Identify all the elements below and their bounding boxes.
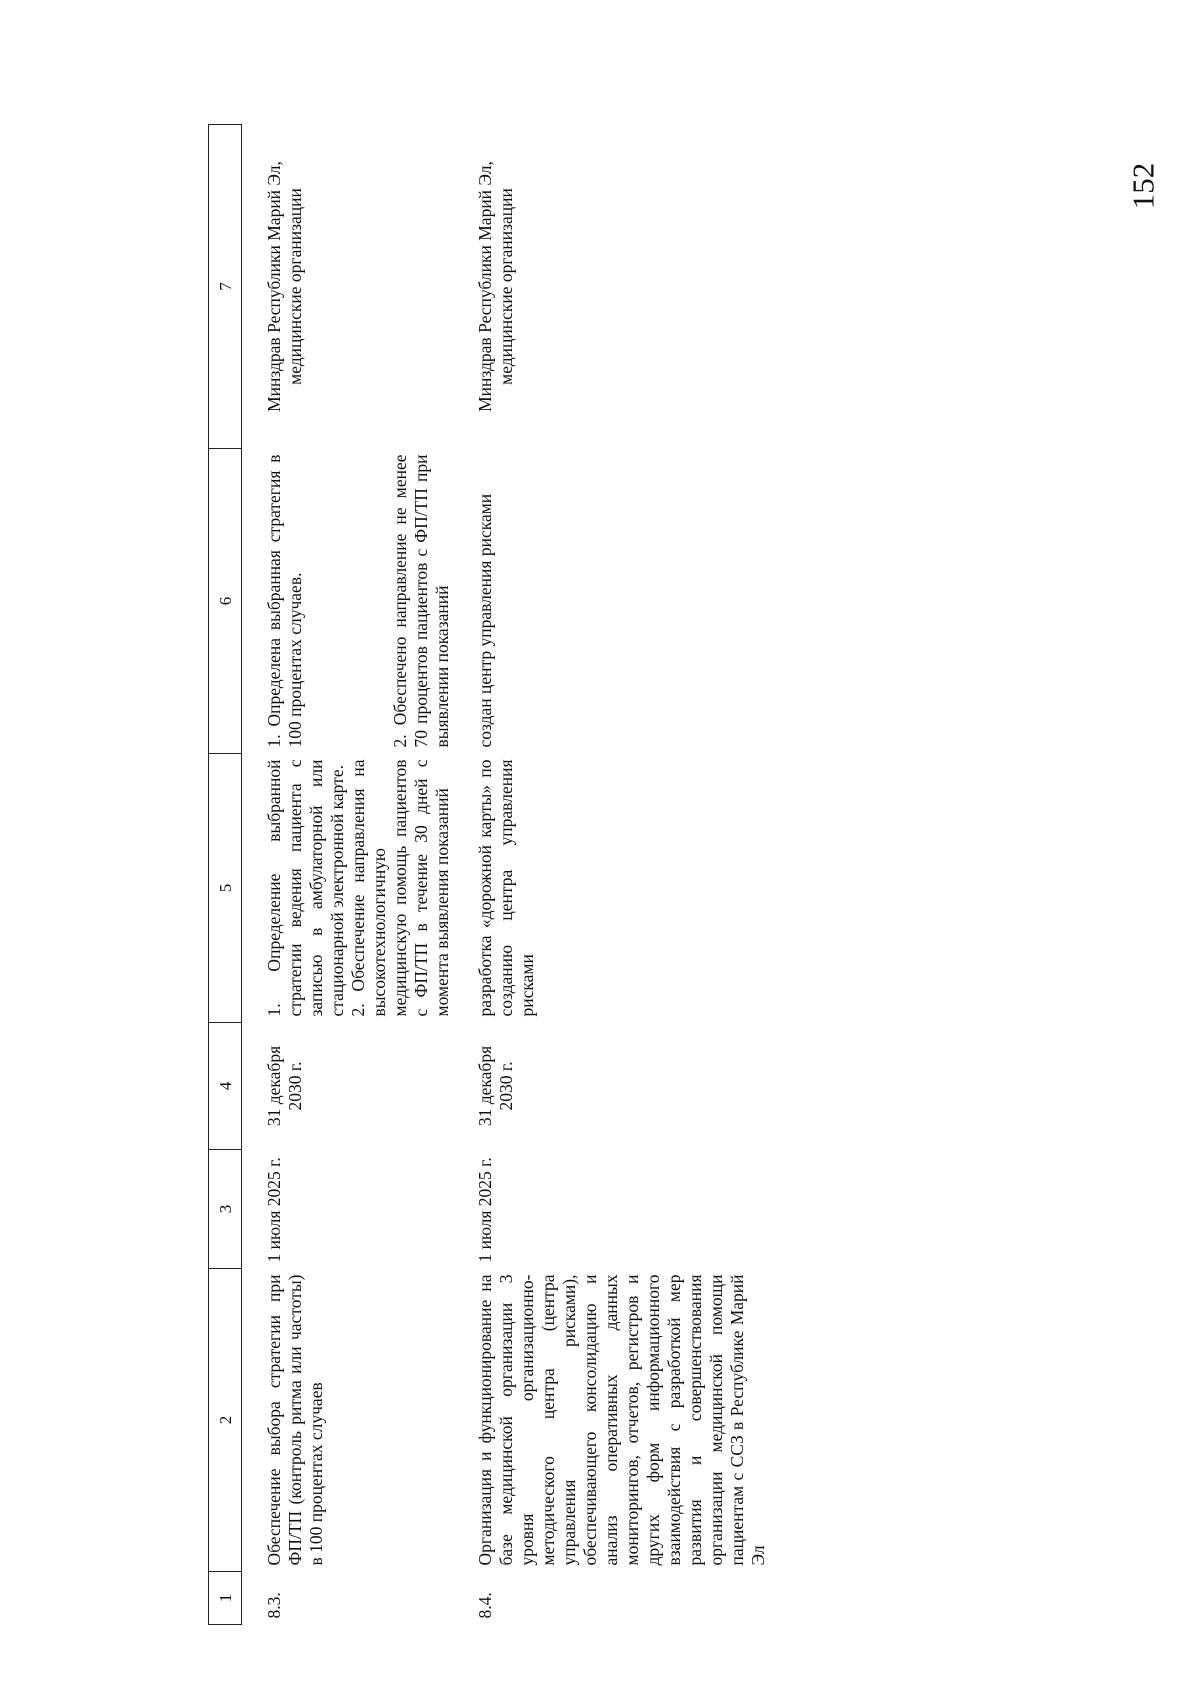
- header-cell: 7: [209, 125, 242, 449]
- header-cell: 6: [209, 449, 242, 754]
- end-date: 31 декабря 2030 г.: [264, 1045, 305, 1127]
- header-cell: 2: [209, 1269, 242, 1572]
- responsible: Минздрав Республики Марий Эл, медицинские организации: [264, 161, 305, 412]
- result-item: 2. Обеспечено направление не менее 70 процентов пациентов с ФП/ТП при выявлении показаний: [390, 454, 452, 748]
- activity-name: Обеспечение выбора стратегии при ФП/ТП (контроль ритма или частоты) в 100 процентах случаев: [264, 1274, 326, 1566]
- activities-table: [208, 124, 769, 1625]
- table-canvas: [208, 125, 1200, 1625]
- page-number: 152: [1125, 162, 1161, 210]
- header-cell: 3: [209, 1150, 242, 1269]
- header-cell: 4: [209, 1023, 242, 1150]
- row-number: 8.4.: [475, 1592, 495, 1619]
- table-row: [242, 125, 454, 1625]
- header-cell: 1: [209, 1572, 242, 1625]
- table-row: [453, 125, 769, 1625]
- start-date: 1 июля 2025 г.: [264, 1157, 284, 1263]
- header-cell: 5: [209, 754, 242, 1023]
- row-number: 8.3.: [264, 1592, 284, 1619]
- activity-result: создан центр управления рисками: [475, 493, 495, 748]
- header-row: [209, 125, 242, 1625]
- activity-event: разработка «дорожной карты» по созданию центра управления рисками: [475, 759, 537, 1017]
- activity-result: [242, 449, 454, 754]
- event-item: 2. Обеспечение направления на высокотехнологичную медицинскую помощь пациентов с ФП/ТП в течение 30 дней с момента выявления показаний: [348, 759, 452, 1017]
- activity-name: Организация и функционирование на базе медицинской организации 3 уровня организационно-методического центра (центра управления рисками), обеспечивающего консолидацию и анализ оперативных данных мониторингов, отчетов, регистров и других форм информационного взаимодействия с разработкой мер развития и совершенствования организации медицинской помощи пациентам с ССЗ в Республике Марий Эл: [475, 1274, 768, 1566]
- activity-event: [242, 754, 454, 1023]
- start-date: 1 июля 2025 г.: [475, 1157, 495, 1263]
- result-item: 1. Определена выбранная стратегия в 100 процентах случаев.: [264, 454, 305, 748]
- responsible: Минздрав Республики Марий Эл, медицинские организации: [475, 161, 516, 412]
- end-date: 31 декабря 2030 г.: [475, 1045, 516, 1127]
- event-item: 1. Определение выбранной стратегии ведения пациента с записью в амбулаторной или стационарной электронной карте.: [264, 759, 347, 1017]
